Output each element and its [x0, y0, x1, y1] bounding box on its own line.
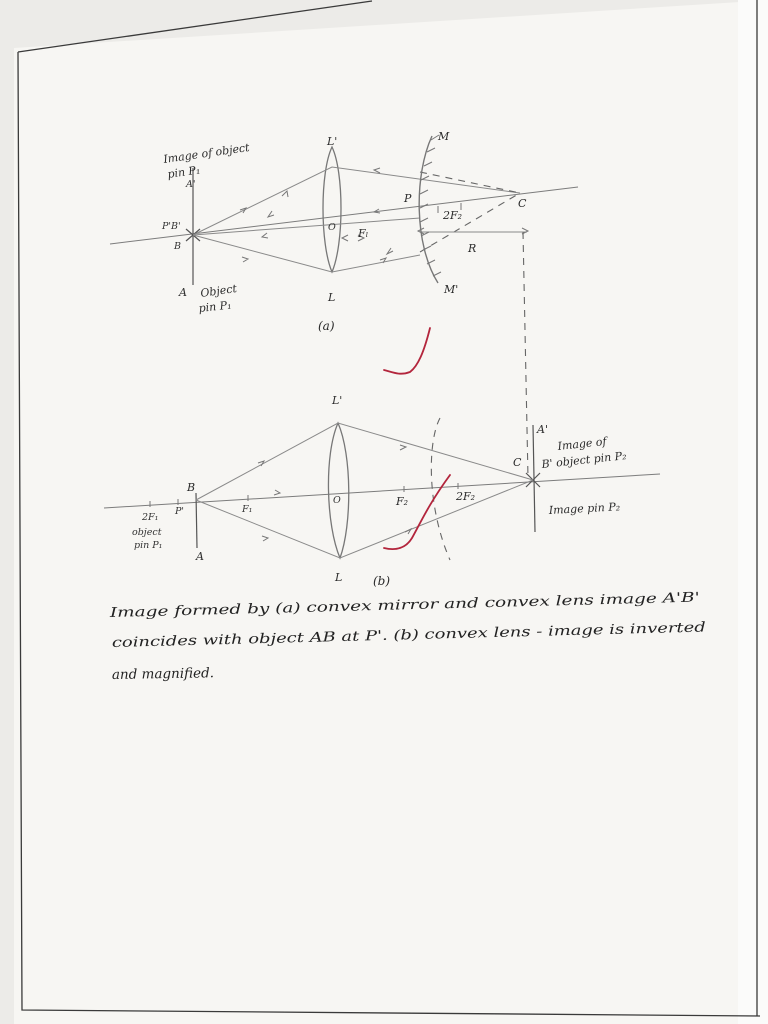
- label-2f1: 2F₁: [142, 512, 159, 523]
- label-c-a: C: [518, 197, 527, 210]
- label-m: M: [438, 130, 450, 143]
- label-l-b: L: [335, 571, 343, 584]
- label-a-prime: A': [186, 179, 196, 190]
- label-pin-p1-top: pin P₁: [166, 163, 202, 181]
- label-l-prime-a: L': [327, 135, 338, 148]
- label-c-b: C: [513, 456, 522, 469]
- label-p1-b: P': [175, 506, 185, 517]
- label-image-of-object: Image of object: [162, 141, 251, 166]
- caption-line-2: coincides with object AB at P'. (b) convex lens - image is inverted: [111, 623, 560, 651]
- label-a-b: A: [196, 550, 204, 563]
- label-b-b: B: [187, 481, 196, 494]
- caption-line-1: Image formed by (a) convex mirror and convex lens image A'B': [109, 593, 542, 621]
- label-l-a: L: [328, 291, 336, 304]
- label-o-b: O: [333, 495, 341, 506]
- caption-b: (b): [373, 574, 391, 588]
- caption-a: (a): [318, 319, 335, 333]
- label-l-prime-b: L': [332, 394, 343, 407]
- label-o-a: O: [328, 222, 336, 233]
- label-image-pin-p2: Image pin P₂: [548, 500, 621, 517]
- label-b: B: [174, 241, 181, 252]
- label-fl: Fₗ: [358, 227, 369, 240]
- page-edge: [738, 0, 768, 1024]
- label-b-prime-object-pin: B' object pin P₂: [540, 449, 628, 471]
- label-f1: F₁: [242, 504, 253, 515]
- label-p-prime-b-prime: P'B': [162, 221, 181, 232]
- paper-sheet: [14, 0, 768, 1024]
- label-object: Object: [199, 282, 238, 300]
- label-a: A: [179, 286, 187, 299]
- label-object-b: object: [132, 527, 162, 538]
- label-pin-p1-b: pin P₁: [134, 540, 163, 551]
- label-pin-p1-bottom: pin P₁: [197, 298, 233, 315]
- label-image-of: Image of: [556, 434, 608, 453]
- label-m-prime: M': [444, 283, 459, 296]
- caption-line-3: and magnified.: [111, 665, 215, 683]
- label-p-a: P: [404, 192, 412, 205]
- label-f2: F₂: [396, 495, 409, 508]
- label-r: R: [468, 242, 477, 255]
- label-2f2-b: 2F₂: [456, 490, 476, 503]
- label-2f2-a: 2F₂: [443, 209, 463, 222]
- label-a-prime-b: A': [537, 423, 548, 436]
